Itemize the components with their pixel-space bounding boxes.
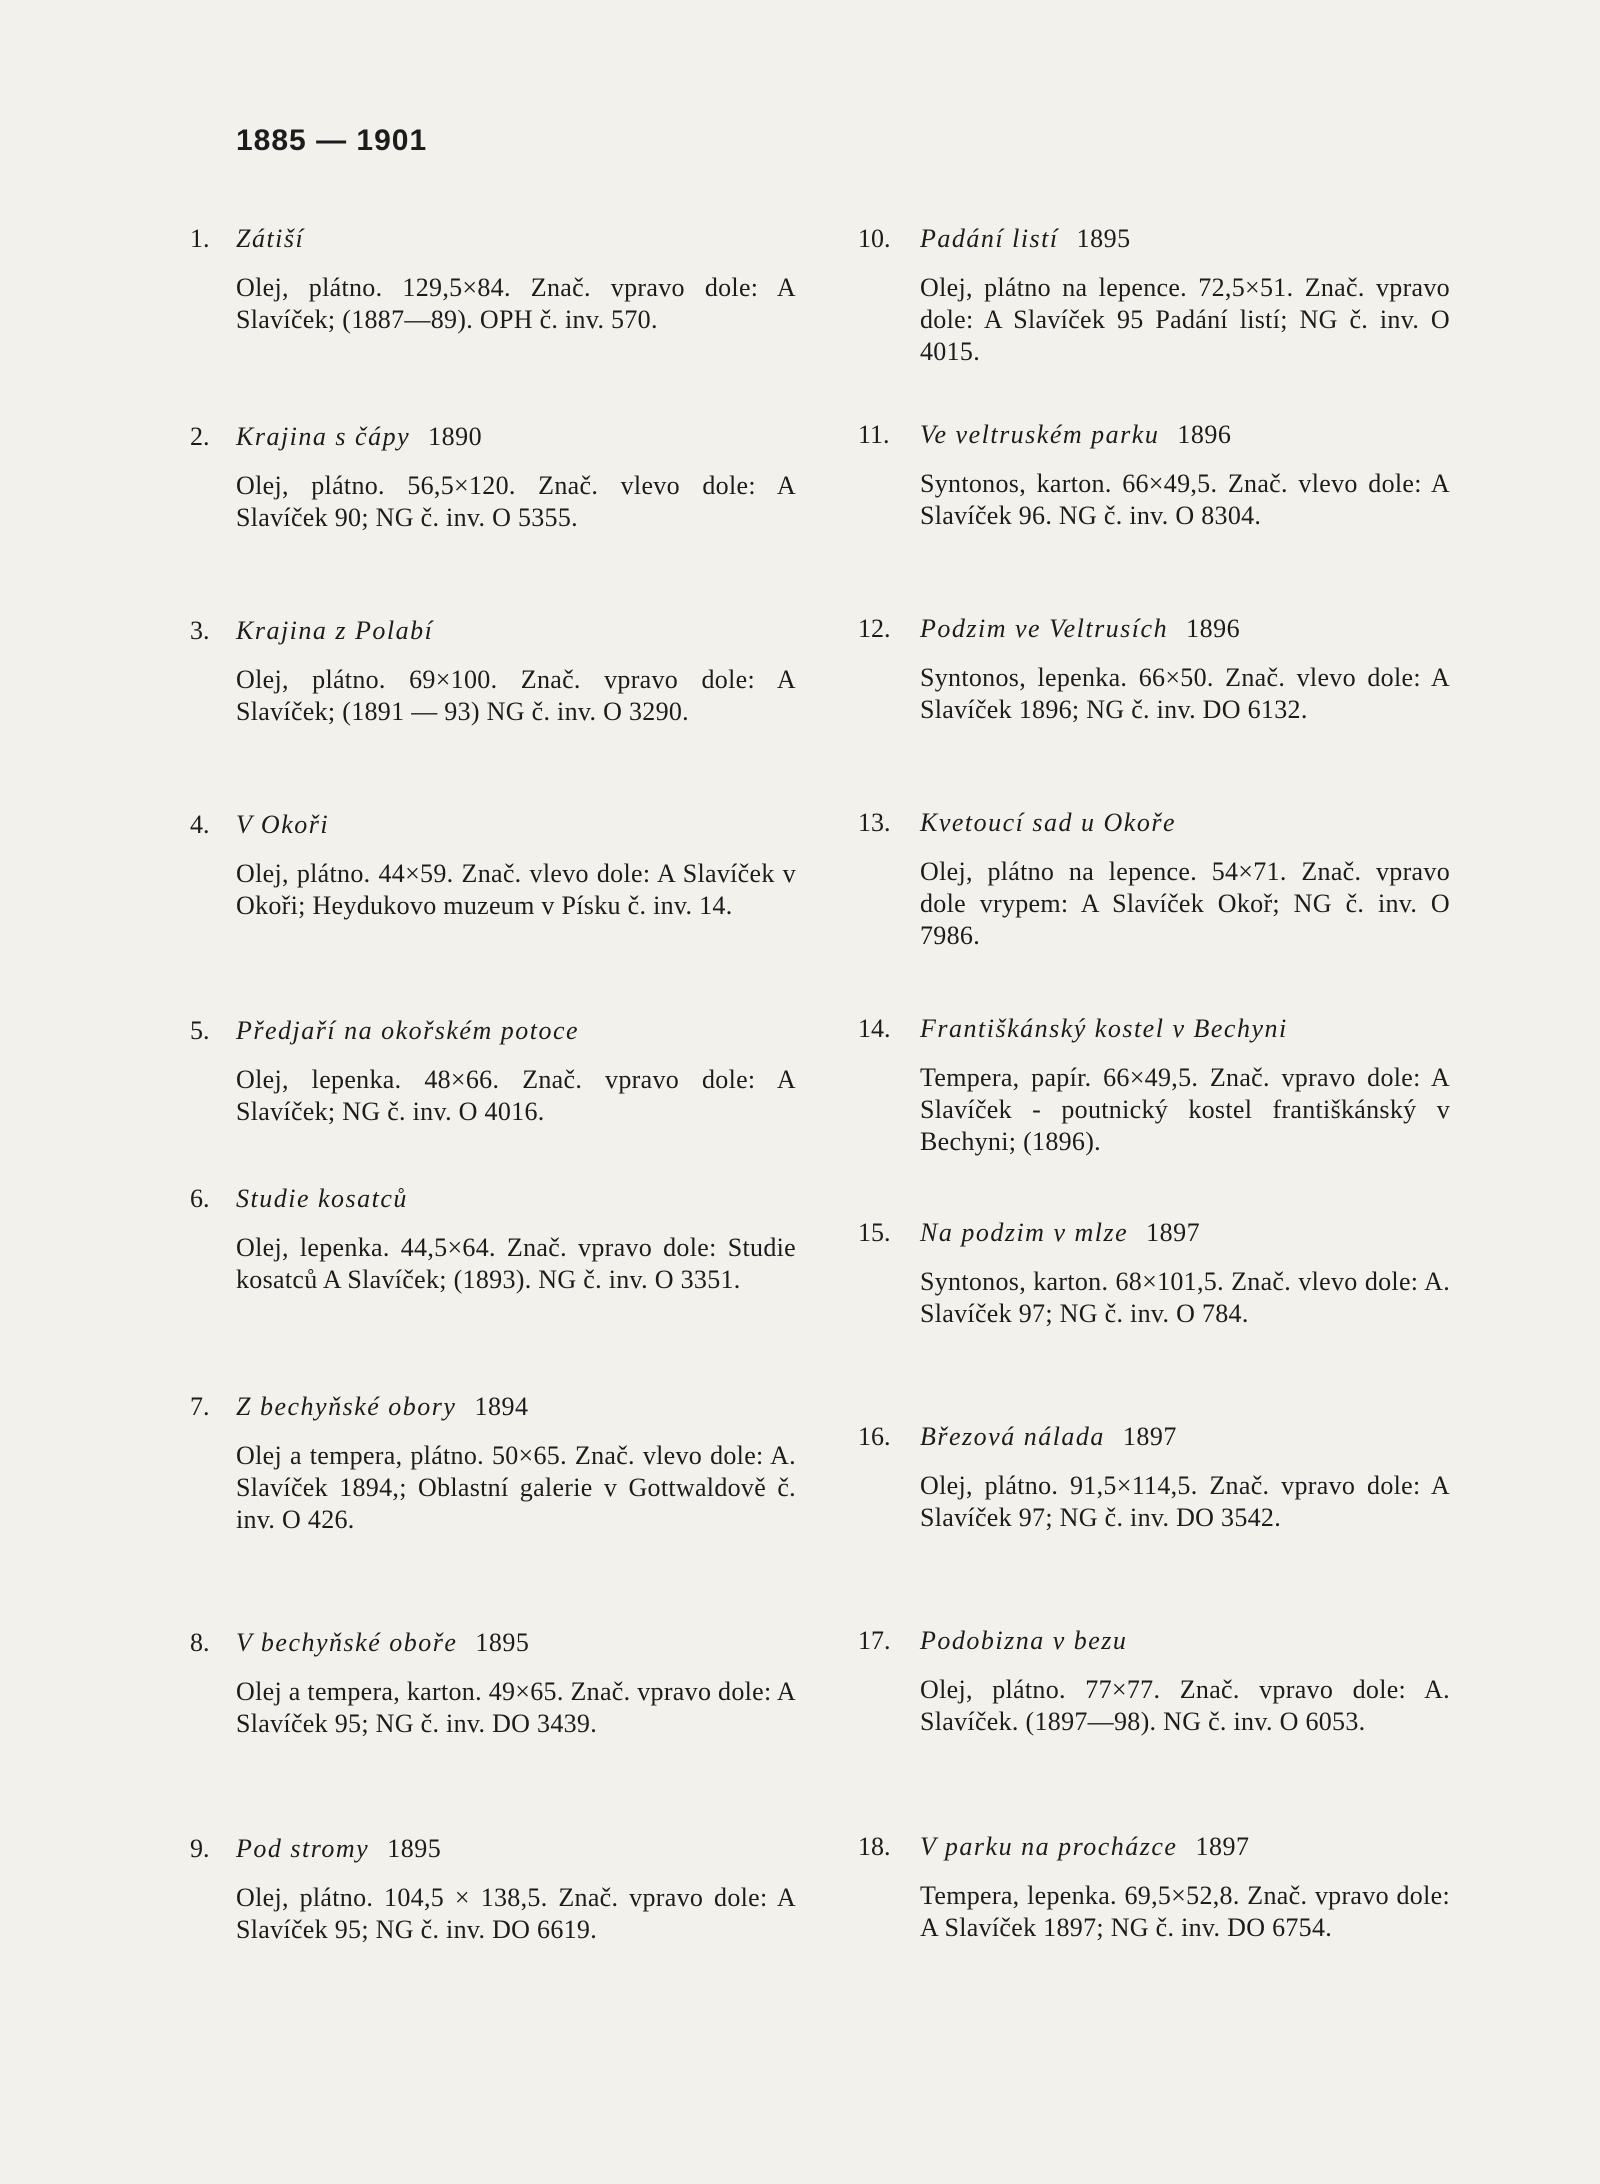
catalog-entry bbox=[858, 1832, 1478, 1944]
entry-year: 1896 bbox=[1186, 614, 1241, 643]
entry-title: Krajina z Polabí bbox=[236, 616, 434, 645]
catalog-entry bbox=[190, 224, 810, 336]
entry-title: Na podzim v mlze bbox=[920, 1218, 1129, 1247]
catalog-entry bbox=[190, 1184, 810, 1296]
entry-description: Olej a tempera, karton. 49×65. Znač. vpravo dole: A Slavíček 95; NG č. inv. DO 3439. bbox=[236, 1677, 796, 1738]
entry-number: 5. bbox=[190, 1016, 210, 1045]
page-heading: 1885 — 1901 bbox=[236, 124, 428, 157]
catalog-entry bbox=[858, 420, 1478, 532]
entry-title: V bechyňské oboře bbox=[236, 1628, 458, 1657]
entry-description: Olej, plátno. 44×59. Znač. vlevo dole: A Slavíček v Okoři; Heydukovo muzeum v Písku č. inv. 14. bbox=[236, 859, 796, 920]
entry-number: 1. bbox=[190, 224, 210, 253]
entry-description: Olej, plátno. 77×77. Znač. vpravo dole: A. Slavíček. (1897—98). NG č. inv. O 6053. bbox=[920, 1675, 1450, 1736]
entry-title: Kvetoucí sad u Okoře bbox=[920, 808, 1177, 837]
entry-description: Tempera, lepenka. 69,5×52,8. Znač. vpravo dole: A Slavíček 1897; NG č. inv. DO 6754. bbox=[920, 1881, 1450, 1942]
entry-number: 12. bbox=[858, 614, 891, 643]
catalog-entry bbox=[190, 1016, 810, 1128]
entry-title: V Okoři bbox=[236, 810, 330, 839]
entry-year: 1895 bbox=[475, 1628, 530, 1657]
catalog-entry bbox=[190, 422, 810, 534]
entry-number: 6. bbox=[190, 1184, 210, 1213]
entry-year: 1897 bbox=[1195, 1832, 1250, 1861]
entry-description: Olej, plátno. 129,5×84. Znač. vpravo dole: A Slavíček; (1887—89). OPH č. inv. 570. bbox=[236, 273, 796, 334]
entry-number: 13. bbox=[858, 808, 891, 837]
entry-description: Olej, plátno. 91,5×114,5. Znač. vpravo dole: A Slavíček 97; NG č. inv. DO 3542. bbox=[920, 1471, 1450, 1532]
entry-number: 17. bbox=[858, 1626, 891, 1655]
entry-description: Olej, plátno. 69×100. Znač. vpravo dole: A Slavíček; (1891 — 93) NG č. inv. O 3290. bbox=[236, 665, 796, 726]
entry-year: 1895 bbox=[1076, 224, 1131, 253]
entry-year: 1895 bbox=[387, 1834, 442, 1863]
entry-description: Olej, plátno na lepence. 72,5×51. Znač. vpravo dole: A Slavíček 95 Padání listí; NG č. inv. O 4015. bbox=[920, 273, 1450, 366]
entry-title: Františkánský kostel v Bechyni bbox=[920, 1014, 1288, 1043]
entry-description: Syntonos, karton. 66×49,5. Znač. vlevo dole: A Slavíček 96. NG č. inv. O 8304. bbox=[920, 469, 1450, 530]
catalog-entry bbox=[858, 1626, 1478, 1738]
catalog-entry bbox=[190, 616, 810, 728]
entry-number: 4. bbox=[190, 810, 210, 839]
entry-description: Olej, plátno. 56,5×120. Znač. vlevo dole: A Slavíček 90; NG č. inv. O 5355. bbox=[236, 471, 796, 532]
entry-title: Krajina s čápy bbox=[236, 422, 411, 451]
entry-number: 7. bbox=[190, 1392, 210, 1421]
entry-title: Březová nálada bbox=[920, 1422, 1105, 1451]
catalog-entry bbox=[190, 1834, 810, 1946]
catalog-entry bbox=[190, 1392, 810, 1536]
entry-description: Syntonos, lepenka. 66×50. Znač. vlevo dole: A Slavíček 1896; NG č. inv. DO 6132. bbox=[920, 663, 1450, 724]
catalog-entry bbox=[190, 1628, 810, 1740]
catalog-entry bbox=[858, 1218, 1478, 1330]
entry-description: Olej, lepenka. 48×66. Znač. vpravo dole: A Slavíček; NG č. inv. O 4016. bbox=[236, 1065, 796, 1126]
catalog-entry bbox=[858, 614, 1478, 726]
catalog-entry bbox=[190, 810, 810, 922]
entry-number: 11. bbox=[858, 420, 890, 449]
entry-title: Pod stromy bbox=[236, 1834, 370, 1863]
entry-number: 8. bbox=[190, 1628, 210, 1657]
entry-number: 18. bbox=[858, 1832, 891, 1861]
entry-description: Olej a tempera, plátno. 50×65. Znač. vlevo dole: A. Slavíček 1894,; Oblastní galerie v Gottwaldově č. inv. O 426. bbox=[236, 1441, 796, 1534]
entry-description: Tempera, papír. 66×49,5. Znač. vpravo dole: A Slavíček - poutnický kostel františkánský v Bechyni; (1896). bbox=[920, 1063, 1450, 1156]
entry-title: Zátiší bbox=[236, 224, 305, 253]
catalog-entry bbox=[858, 224, 1478, 368]
entry-number: 2. bbox=[190, 422, 210, 451]
entry-year: 1890 bbox=[428, 422, 483, 451]
entry-title: Z bechyňské obory bbox=[236, 1392, 457, 1421]
entry-description: Olej, plátno. 104,5 × 138,5. Znač. vpravo dole: A Slavíček 95; NG č. inv. DO 6619. bbox=[236, 1883, 796, 1944]
entry-description: Olej, lepenka. 44,5×64. Znač. vpravo dole: Studie kosatců A Slavíček; (1893). NG č. inv. O 3351. bbox=[236, 1233, 796, 1294]
entry-year: 1894 bbox=[474, 1392, 529, 1421]
entry-description: Syntonos, karton. 68×101,5. Znač. vlevo dole: A. Slavíček 97; NG č. inv. O 784. bbox=[920, 1267, 1450, 1328]
entry-year: 1897 bbox=[1146, 1218, 1201, 1247]
entry-number: 14. bbox=[858, 1014, 891, 1043]
entry-title: Podzim ve Veltrusích bbox=[920, 614, 1169, 643]
entry-title: Padání listí bbox=[920, 224, 1059, 253]
entry-number: 3. bbox=[190, 616, 210, 645]
entry-title: Předjaří na okořském potoce bbox=[236, 1016, 580, 1045]
entry-number: 9. bbox=[190, 1834, 210, 1863]
entry-year: 1896 bbox=[1177, 420, 1232, 449]
entry-title: Studie kosatců bbox=[236, 1184, 408, 1213]
catalog-entry bbox=[858, 1014, 1478, 1158]
entry-number: 16. bbox=[858, 1422, 891, 1451]
entry-year: 1897 bbox=[1122, 1422, 1177, 1451]
entry-title: Ve veltruském parku bbox=[920, 420, 1160, 449]
entry-number: 10. bbox=[858, 224, 891, 253]
entry-number: 15. bbox=[858, 1218, 891, 1247]
entry-title: Podobizna v bezu bbox=[920, 1626, 1128, 1655]
catalog-entry bbox=[858, 808, 1478, 952]
catalog-entry bbox=[858, 1422, 1478, 1534]
entry-description: Olej, plátno na lepence. 54×71. Znač. vpravo dole vrypem: A Slavíček Okoř; NG č. inv. O 7986. bbox=[920, 857, 1450, 950]
entry-title: V parku na procházce bbox=[920, 1832, 1178, 1861]
